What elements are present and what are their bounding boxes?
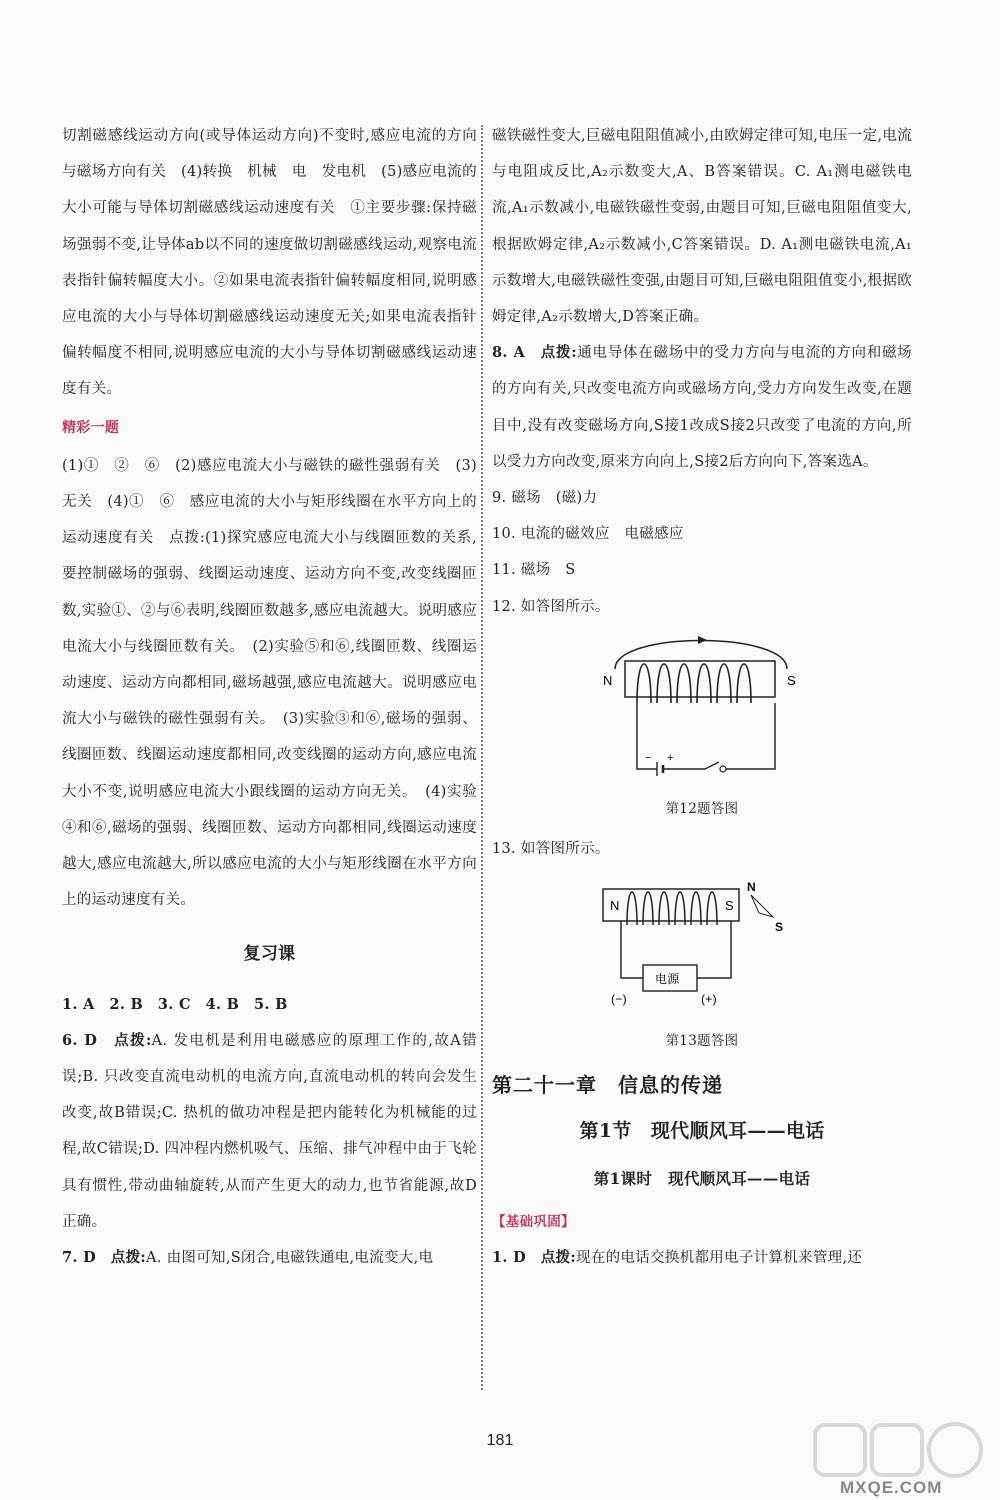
left-column: [62, 118, 477, 1276]
jingcai-tag: 精彩一题: [62, 419, 120, 436]
q1-tip: 点拨:: [540, 1248, 577, 1266]
figure-13: [492, 873, 912, 1027]
wire-13-right: [697, 921, 731, 978]
column-divider: [481, 125, 483, 1390]
q1-text: 现在的电话交换机都用电子计算机来管理,还: [576, 1249, 863, 1266]
magnet-core-13: [603, 889, 739, 921]
solenoid-diagram-13: [597, 873, 807, 1013]
section-title: 第1节 现代顺风耳——电话: [579, 1120, 825, 1143]
q8-text: 通电导体在磁场中的受力方向与电流的方向和磁场的方向有关,只改变电流方向或磁场方向,受力方向发生改变,在题目中,没有改变磁场方向,S接1改成S接2只改变了电流的方向,所以受力方向改变,原来方向向上,S接2后方向向下,答案选A。: [492, 345, 912, 470]
question-9: 9. 磁场 (磁)力: [492, 490, 598, 507]
fig12-plus: +: [667, 751, 674, 764]
q8-number: 8. A: [492, 344, 526, 362]
watermark-text: MXQE.COM: [840, 1478, 943, 1497]
wire-13-left: [621, 921, 643, 978]
question-7: [62, 1240, 477, 1276]
chapter-title: 第二十一章 信息的传递: [492, 1073, 723, 1098]
lesson-title: 第1课时 现代顺风耳——电话: [593, 1169, 811, 1189]
fig13-s-label: S: [725, 898, 734, 914]
field-line: [615, 640, 787, 669]
q8-tip: 点拨:: [540, 344, 577, 362]
figure-12-caption: 第12题答图: [665, 801, 739, 818]
q7-continuation: 磁铁磁性变大,巨磁电阻阻值减小,由欧姆定律可知,电压一定,电流与电阻成反比,A₂示数变大,A、B答案错误。C. A₁测电磁铁电流,A₁示数减小,电磁铁磁性变弱,由题目可知,巨磁电阻阻值变大,根据欧姆定律,A₂示数减小,C答案错误。D. A₁测电磁铁电流,A₁示数增大,电磁铁磁性变强,由题目可知,巨磁电阻阻值变小,根据欧姆定律,A₂示数增大,D答案正确。: [492, 128, 912, 326]
answer-paragraph-2: (1)① ② ⑥ (2)感应电流大小与磁铁的磁性强弱有关 (3)无关 (4)① ⑥ 感应电流的大小与矩形线圈在水平方向上的运动速度有关 点拨:(1)探究感应电流大小与线圈匝数的关系,要控制磁场的强弱、线圈运动速度、运动方向不变,改变线圈匝数,实验①、②与⑥表明,线圈匝数越多,感应电流越大。说明感应电流大小与线圈匝数有关。 (2)实验⑤和⑥,线圈匝数、线圈运动速度、运动方向都相同,磁场越强,感应电流越大。说明感应电流大小与磁铁的磁性强弱有关。 (3)实验③和⑥,磁场的强弱、线圈匝数、线圈运动速度都相同,改变线圈的运动方向,感应电流大小不变,说明感应电流大小跟线圈的运动方向无关。 (4)实验④和⑥,磁场的强弱、线圈匝数、运动方向都相同,线圈运动速度越大,感应电流越大,所以感应电流的大小与矩形线圈在水平方向上的运动速度有关。: [62, 457, 477, 909]
question-8: [492, 335, 912, 480]
field-arrow-icon: [698, 636, 707, 644]
question-6: [62, 1023, 477, 1240]
compass-n-label: N: [747, 880, 756, 895]
fig12-minus: −: [645, 751, 652, 764]
compass-needle-tail: [751, 895, 773, 917]
fig12-s-label: S: [787, 672, 796, 688]
solenoid-diagram-12: [587, 631, 817, 781]
answers-1-5: 1. A 2. B 3. C 4. B 5. B: [62, 995, 288, 1013]
switch-contact: [720, 766, 726, 772]
answer-paragraph-1: 切割磁感线运动方向(或导体运动方向)不变时,感应电流的方向与磁场方向有关 (4)转换 机械 电 发电机 (5)感应电流的大小可能与导体切割磁感线运动速度有关 ①主要步骤:保持磁场强弱不变,让导体ab以不同的速度做切割磁感线运动,观察电流表指针偏转幅度大小。②如果电流表指针偏转幅度相同,说明感应电流的大小与导体切割磁感线运动速度无关;如果电流表指针偏转幅度不相同,说明感应电流的大小与导体切割磁感线运动速度有关。: [62, 128, 477, 398]
question-1: [492, 1240, 912, 1276]
q7-number: 7. D: [62, 1249, 96, 1267]
q7-text: A. 由图可知,S闭合,电磁铁通电,电流变大,电: [146, 1250, 434, 1267]
q1-number: 1. D: [492, 1248, 526, 1266]
question-10: 10. 电流的磁效应 电磁感应: [492, 526, 684, 543]
question-11: 11. 磁场 S: [492, 562, 576, 579]
fig13-power-label: 电源: [655, 972, 680, 987]
fig13-plus: (+): [701, 992, 717, 1007]
basic-consolidation-tag: 【基础巩固】: [492, 1213, 575, 1230]
right-column: [492, 118, 912, 1276]
q6-tip: 点拨:: [114, 1031, 152, 1049]
fig12-n-label: N: [603, 672, 613, 688]
q6-text: A. 发电机是利用电磁感应的原理工作的,故A错误;B. 只改变直流电动机的电流方向,直流电动机的转向会发生改变,故B错误;C. 热机的做功冲程是把内能转化为机械能的过程,故C错误;D. 四冲程内燃机吸气、压缩、排气冲程中由于飞轮具有惯性,带动曲轴旋转,从而产生更大的动力,也节省能源,故D正确。: [62, 1032, 477, 1230]
q6-number: 6. D: [62, 1031, 98, 1049]
figure-13-caption: 第13题答图: [665, 1033, 739, 1050]
coil-windings-13: [627, 892, 717, 925]
switch-blade: [705, 762, 719, 769]
wire-right: [726, 703, 775, 769]
fig13-n-label: N: [610, 898, 620, 914]
question-12: 12. 如答图所示。: [492, 598, 610, 615]
compass-s-label: S: [775, 920, 784, 935]
fig13-minus: (−): [611, 992, 627, 1007]
question-13: 13. 如答图所示。: [492, 841, 610, 858]
review-title: 复习课: [243, 944, 296, 965]
page-number: 181: [486, 1432, 514, 1449]
q7-tip: 点拨:: [110, 1249, 147, 1267]
magnet-core: [625, 661, 775, 697]
figure-12: [492, 631, 912, 795]
